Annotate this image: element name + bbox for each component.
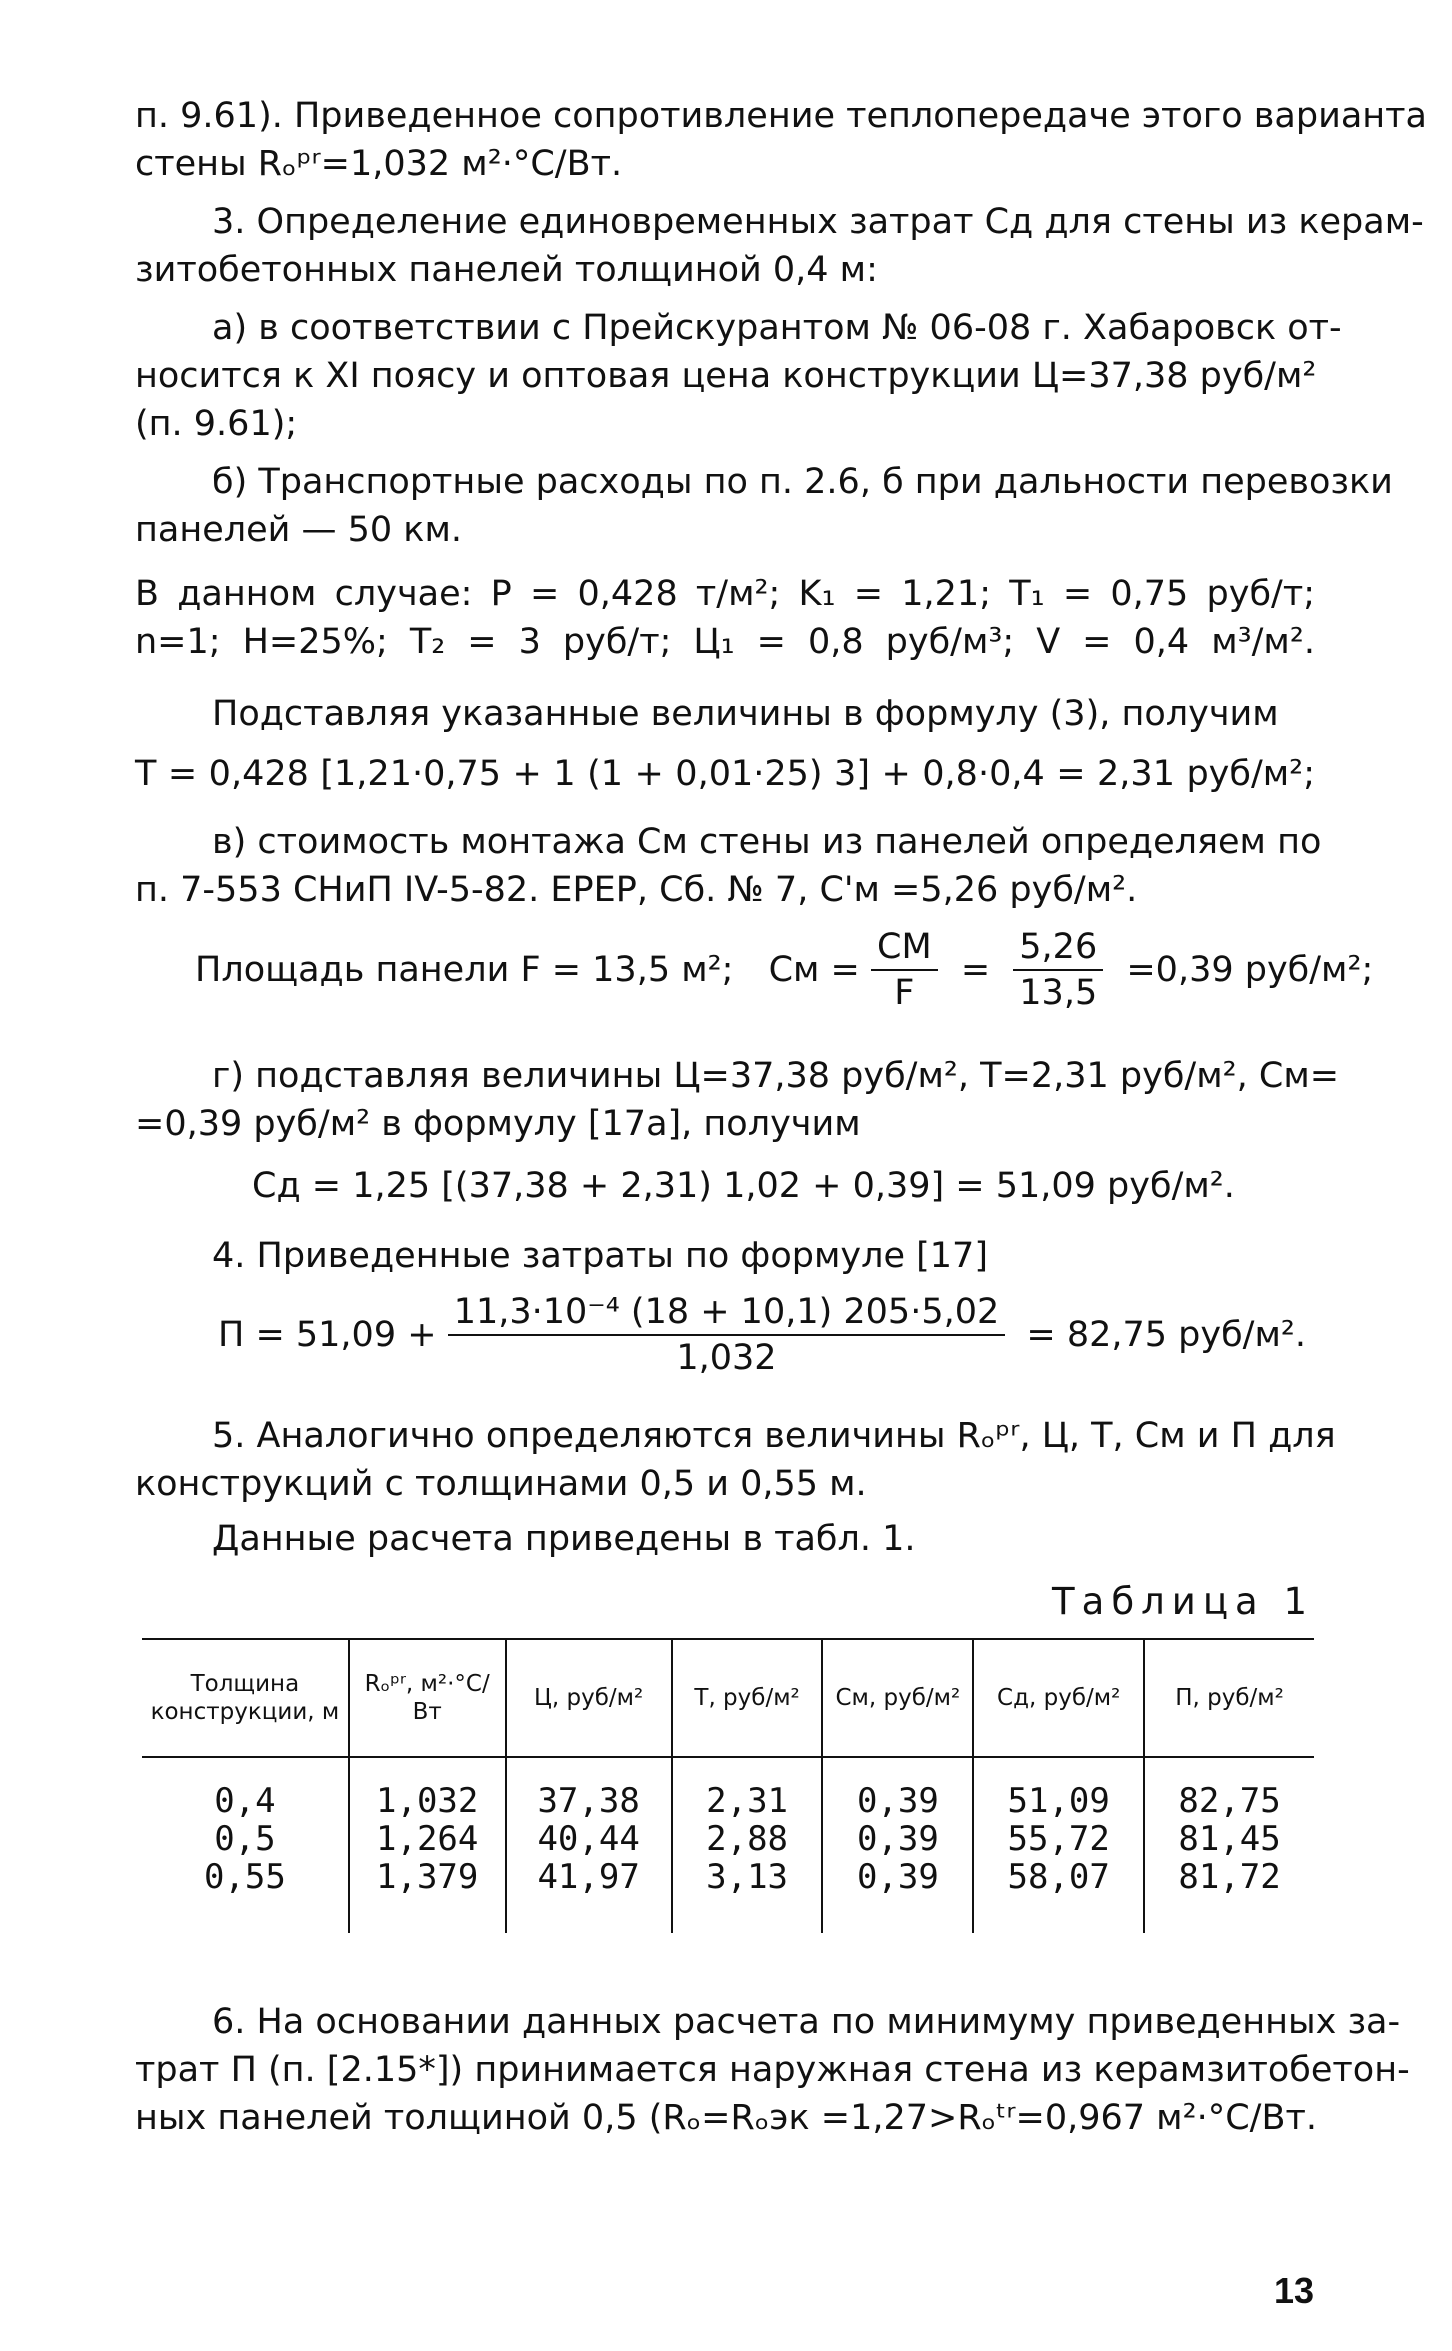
formula-cm-den2: 13,5: [1019, 973, 1098, 1013]
formula-p-den: 1,032: [676, 1338, 777, 1378]
cell-value: 2,31: [706, 1781, 789, 1821]
cell-value: 37,38: [537, 1781, 640, 1821]
cell-value: 51,09: [1007, 1781, 1110, 1821]
table-header-cell: Т, руб/м²: [672, 1639, 823, 1757]
paragraph-line: а) в соответствии с Прейскурантом № 06-08 г. Хабаровск от-: [212, 308, 1342, 348]
formula-cm-num1: СМ: [871, 925, 938, 971]
formula-p-fraction: [448, 1290, 1006, 1380]
formula-line: Т = 0,428 [1,21·0,75 + 1 (1 + 0,01·25) 3] + 0,8·0,4 = 2,31 руб/м²;: [135, 754, 1315, 794]
table-cell: [672, 1757, 823, 1933]
table-cell: [142, 1757, 349, 1933]
paragraph-line: конструкций с толщинами 0,5 и 0,55 м.: [135, 1464, 867, 1504]
cell-value: 81,72: [1178, 1857, 1281, 1897]
cell-value: 0,39: [856, 1819, 939, 1859]
cell-value: 55,72: [1007, 1819, 1110, 1859]
formula-p: [218, 1290, 1398, 1400]
paragraph-line: зитобетонных панелей толщиной 0,4 м:: [135, 250, 878, 290]
formula-cm-eq: =: [960, 950, 991, 990]
paragraph-line: (п. 9.61);: [135, 404, 298, 444]
paragraph-line: п. 9.61). Приведенное сопротивление теплопередаче этого варианта: [135, 96, 1427, 136]
paragraph-line: в) стоимость монтажа См стены из панелей определяем по: [212, 822, 1322, 862]
formula-cm: [195, 925, 1375, 1035]
paragraph-line: б) Транспортные расходы по п. 2.6, б при дальности перевозки: [212, 462, 1393, 502]
table-header-cell: Rₒᵖʳ, м²·°С/Вт: [349, 1639, 506, 1757]
paragraph-line: 5. Аналогично определяются величины Rₒᵖʳ, Ц, Т, См и П для: [212, 1416, 1336, 1456]
paragraph-line: носится к XI поясу и оптовая цена конструкции Ц=37,38 руб/м²: [135, 356, 1317, 396]
formula-cm-area: Площадь панели F = 13,5 м²;: [195, 950, 734, 990]
table-row: [142, 1757, 1314, 1933]
formula-cm-num2: 5,26: [1013, 925, 1103, 971]
formula-cm-result: =0,39 руб/м²;: [1126, 950, 1374, 990]
cell-value: 0,39: [856, 1857, 939, 1897]
formula-cm-lhs: См =: [768, 950, 860, 990]
cell-value: 58,07: [1007, 1857, 1110, 1897]
formula-cm-fraction-1: [871, 925, 938, 1015]
cell-value: 40,44: [537, 1819, 640, 1859]
page-number: 13: [1273, 2270, 1314, 2311]
cell-value: 82,75: [1178, 1781, 1281, 1821]
paragraph-line: 4. Приведенные затраты по формуле [17]: [212, 1236, 988, 1276]
cell-value: 0,4: [214, 1781, 276, 1821]
table-cell: [973, 1757, 1144, 1933]
cell-value: 0,5: [214, 1819, 276, 1859]
paragraph-line: В данном случае: Р = 0,428 т/м²; K₁ = 1,21; T₁ = 0,75 руб/т;: [135, 574, 1315, 614]
cell-value: 81,45: [1178, 1819, 1281, 1859]
formula-cm-fraction-2: [1013, 925, 1103, 1015]
paragraph-line: n=1; H=25%; T₂ = 3 руб/т; Ц₁ = 0,8 руб/м³; V = 0,4 м³/м².: [135, 622, 1315, 662]
table-cell: [506, 1757, 672, 1933]
cell-value: 1,264: [376, 1819, 479, 1859]
paragraph-line: 3. Определение единовременных затрат Сд для стены из керам-: [212, 202, 1424, 242]
formula-p-result: = 82,75 руб/м².: [1026, 1315, 1307, 1355]
paragraph-line: ных панелей толщиной 0,5 (Rₒ=Rₒэк =1,27>Rₒᵗʳ=0,967 м²·°С/Вт.: [135, 2098, 1317, 2138]
table-header-cell: Ц, руб/м²: [506, 1639, 672, 1757]
table-header-cell: См, руб/м²: [822, 1639, 973, 1757]
paragraph-line: п. 7-553 СНиП IV-5-82. ЕРЕР, Сб. № 7, С'м =5,26 руб/м².: [135, 870, 1138, 910]
paragraph-line: Подставляя указанные величины в формулу (3), получим: [212, 694, 1279, 734]
table-header-cell: Толщина конструкции, м: [142, 1639, 349, 1757]
table-caption: Таблица 1: [1052, 1580, 1314, 1623]
paragraph-line: 6. На основании данных расчета по минимуму приведенных за-: [212, 2002, 1401, 2042]
cell-value: 0,39: [856, 1781, 939, 1821]
cell-value: 41,97: [537, 1857, 640, 1897]
table-cell: [1144, 1757, 1314, 1933]
table-header-cell: Сд, руб/м²: [973, 1639, 1144, 1757]
table-header-cell: П, руб/м²: [1144, 1639, 1314, 1757]
paragraph-line: стены Rₒᵖʳ=1,032 м²·°С/Вт.: [135, 144, 623, 184]
formula-line: Сд = 1,25 [(37,38 + 2,31) 1,02 + 0,39] = 51,09 руб/м².: [252, 1166, 1235, 1206]
cell-value: 3,13: [706, 1857, 789, 1897]
data-table: [142, 1638, 1314, 1933]
cell-value: 2,88: [706, 1819, 789, 1859]
cell-value: 1,032: [376, 1781, 479, 1821]
paragraph-line: трат П (п. [2.15*]) принимается наружная стена из керамзитобетон-: [135, 2050, 1410, 2090]
paragraph-line: =0,39 руб/м² в формулу [17а], получим: [135, 1104, 861, 1144]
formula-cm-den1: F: [894, 973, 915, 1013]
table-cell: [822, 1757, 973, 1933]
formula-p-lhs: П = 51,09 +: [218, 1315, 437, 1355]
paragraph-line: г) подставляя величины Ц=37,38 руб/м², Т=2,31 руб/м², См=: [212, 1056, 1340, 1096]
paragraph-line: Данные расчета приведены в табл. 1.: [212, 1519, 916, 1559]
formula-p-num: 11,3·10⁻⁴ (18 + 10,1) 205·5,02: [448, 1290, 1006, 1336]
paragraph-line: панелей — 50 км.: [135, 510, 462, 550]
cell-value: 1,379: [376, 1857, 479, 1897]
cell-value: 0,55: [203, 1857, 286, 1897]
table-cell: [349, 1757, 506, 1933]
table-header-row: [142, 1639, 1314, 1757]
